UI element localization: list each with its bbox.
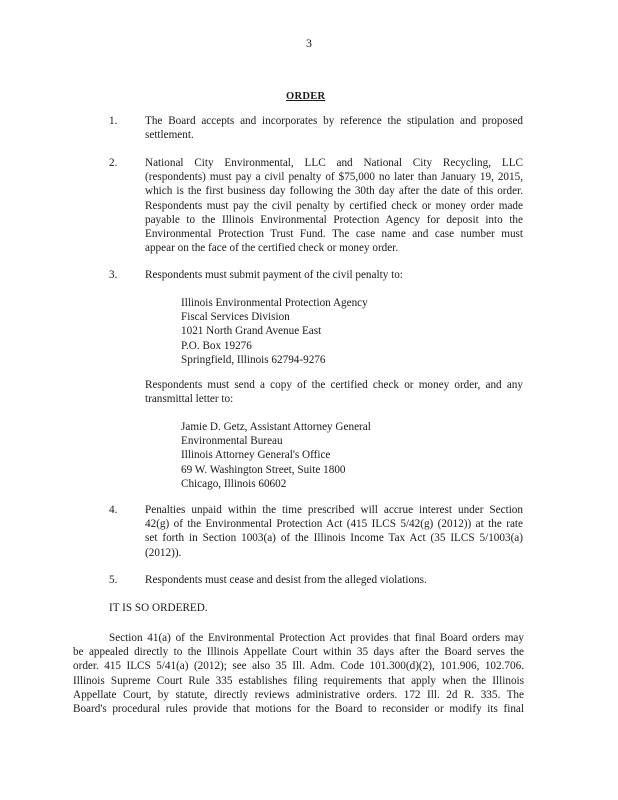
item-number: 1. xyxy=(109,115,118,127)
address-line: 69 W. Washington Street, Suite 1800 xyxy=(181,463,346,476)
item-5-text xyxy=(145,573,523,587)
page-number: 3 xyxy=(306,36,312,50)
item-1-text xyxy=(145,114,523,142)
item-number: 2. xyxy=(109,157,118,169)
copy-address xyxy=(181,420,371,491)
text-line: Penalties unpaid within the time prescribed will accrue interest under Section xyxy=(145,504,523,516)
address-line: Fiscal Services Division xyxy=(181,311,290,324)
text-line: be appealed directly to the Illinois Appellate Court within 35 days after the Board serves the xyxy=(73,646,524,659)
text-line: (respondents) must pay a civil penalty of $75,000 no later than January 19, 2015, xyxy=(145,171,523,184)
text-line: Board's procedural rules provide that motions for the Board to reconsider or modify its final xyxy=(73,703,524,716)
address-line: P.O. Box 19276 xyxy=(181,339,252,352)
address-line: Illinois Attorney General's Office xyxy=(181,449,331,462)
address-line: Jamie D. Getz, Assistant Attorney General xyxy=(181,421,371,433)
text-line: Respondents must send a copy of the certified check or money order, and any xyxy=(145,379,523,391)
text-line: The Board accepts and incorporates by reference the stipulation and proposed xyxy=(145,115,523,127)
item-3-copy-text xyxy=(145,378,523,406)
item-3-text xyxy=(145,268,523,282)
text-line: order. 415 ILCS 5/41(a) (2012); see also 35 Ill. Adm. Code 101.300(d)(2), 101.906, 102.706. xyxy=(73,660,524,673)
appeal-paragraph xyxy=(73,631,524,716)
address-line: Illinois Environmental Protection Agency xyxy=(181,297,368,309)
text-line: Section 41(a) of the Environmental Protection Act provides that final Board orders may xyxy=(109,632,524,644)
address-line: Environmental Bureau xyxy=(181,435,283,448)
text-line: National City Environmental, LLC and National City Recycling, LLC xyxy=(145,157,523,169)
text-line: Respondents must pay the civil penalty by certified check or money order made xyxy=(145,199,523,212)
text-line: payable to the Illinois Environmental Protection Agency for deposit into the xyxy=(145,213,523,226)
payment-address xyxy=(181,296,368,367)
text-line: set forth in Section 1003(a) of the Illinois Income Tax Act (35 ILCS 5/1003(a) xyxy=(145,532,523,545)
so-ordered: IT IS SO ORDERED. xyxy=(109,602,208,614)
item-2-text xyxy=(145,156,523,255)
text-line: appear on the face of the certified check or money order. xyxy=(145,242,399,255)
text-line: (2012)). xyxy=(145,546,182,559)
address-line: Chicago, Illinois 60602 xyxy=(181,477,287,490)
address-line: Springfield, Illinois 62794-9276 xyxy=(181,353,326,366)
text-line: Respondents must submit payment of the civil penalty to: xyxy=(145,269,403,281)
text-line: Environmental Protection Trust Fund. The case name and case number must xyxy=(145,228,523,241)
text-line: which is the first business day following the 30th day after the date of this order. xyxy=(145,185,523,198)
text-line: transmittal letter to: xyxy=(145,393,234,406)
text-line: Illinois Supreme Court Rule 335 establishes filing requirements that apply when the Illinois xyxy=(73,674,524,687)
text-line: settlement. xyxy=(145,129,194,142)
order-heading: ORDER xyxy=(286,91,326,102)
text-line: 42(g) of the Environmental Protection Act (415 ILCS 5/42(g) (2012)) at the rate xyxy=(145,518,523,531)
item-number: 4. xyxy=(109,504,118,516)
item-4-text xyxy=(145,503,523,560)
text-line: Respondents must cease and desist from the alleged violations. xyxy=(145,574,427,586)
address-line: 1021 North Grand Avenue East xyxy=(181,325,322,338)
item-number: 5. xyxy=(109,574,118,586)
item-number: 3. xyxy=(109,269,118,281)
text-line: Appellate Court, by statute, directly reviews administrative orders. 172 Ill. 2d R. 335. The xyxy=(73,688,524,701)
